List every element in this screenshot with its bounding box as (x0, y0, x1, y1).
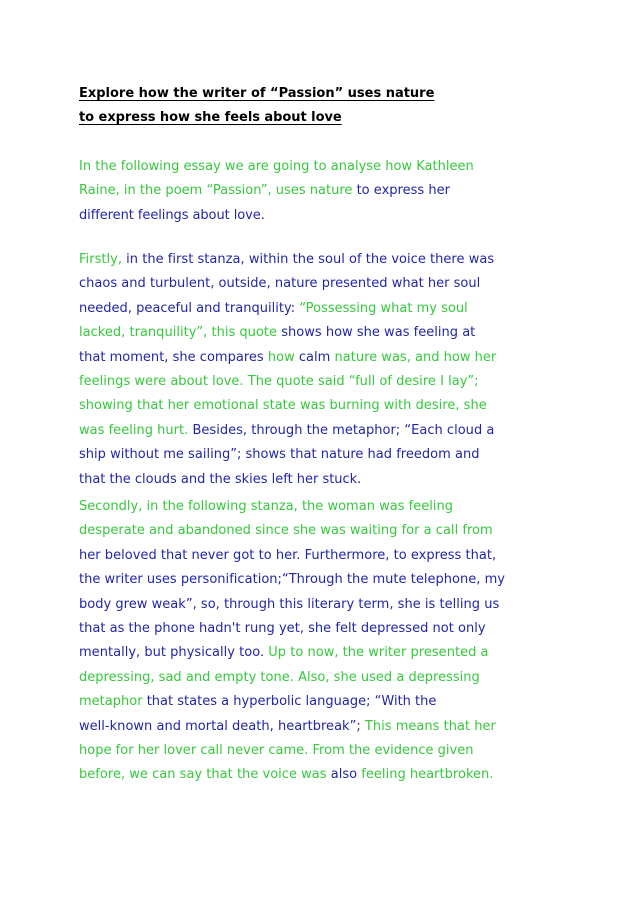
text-line (79, 272, 579, 296)
blue-text-segment: that as the phone hadn't rung yet, she felt depressed not only (79, 621, 486, 637)
text-line (79, 346, 579, 370)
text-line (79, 370, 579, 394)
blue-text-segment: different feelings about love. (79, 207, 265, 223)
blue-text-segment: shows how she was feeling at (281, 325, 476, 341)
blue-text-segment: chaos and turbulent, outside, nature presented what her soul (79, 276, 481, 292)
green-text-segment: feelings were about love. The quote said “full of desire I lay”; (79, 374, 479, 390)
green-text-segment: Up to now, the writer presented a (268, 645, 489, 661)
essay-title (79, 82, 579, 131)
text-line (79, 394, 579, 418)
text-line (79, 690, 579, 714)
green-text-segment: depressing, sad and empty tone. Also, she used a depressing (79, 669, 480, 685)
text-line (79, 443, 579, 467)
blue-text-segment: that the clouds and the skies left her stuck. (79, 471, 362, 487)
blue-text-segment: the writer uses personification;“Through the mute telephone, my (79, 572, 505, 588)
green-text-segment: desperate and abandoned since she was waiting for a call from (79, 523, 493, 539)
text-line (79, 321, 579, 345)
text-line (79, 666, 579, 690)
green-text-segment: This means that her (364, 718, 496, 734)
green-text-segment: hope for her lover call never came. From the evidence given (79, 743, 474, 759)
blue-text-segment: mentally, but physically too. (79, 645, 269, 661)
blue-text-segment: also (330, 767, 362, 783)
paragraph-second-stanza (79, 495, 579, 788)
green-text-segment: showing that her emotional state was burning with desire, she (79, 398, 487, 414)
text-line (79, 297, 579, 321)
text-line (79, 179, 579, 203)
essay-title-line: Explore how the writer of “Passion” uses nature (79, 86, 435, 101)
text-line (79, 715, 579, 739)
blue-text-segment: to express her (356, 183, 450, 199)
green-text-segment: metaphor (79, 694, 147, 710)
green-text-segment: Firstly, (79, 252, 127, 267)
green-text-segment: how (267, 349, 299, 365)
green-text-segment: In the following essay we are going to analyse how Kathleen (79, 159, 474, 174)
green-text-segment: nature was, and how her (334, 349, 497, 365)
text-line (79, 419, 579, 443)
essay-title-line: to express how she feels about love (79, 110, 342, 126)
blue-text-segment: needed, peaceful and tranquility: (79, 300, 300, 316)
paragraph-introduction (79, 155, 579, 228)
blue-text-segment: that moment, she compares (79, 349, 268, 365)
green-text-segment: lacked, tranquility”, this quote (79, 325, 282, 341)
text-line (79, 519, 579, 543)
green-text-segment: Secondly, in the following stanza, the woman was feeling (79, 499, 454, 514)
blue-text-segment: well-known and mortal death, heartbreak”; (79, 718, 365, 734)
text-line (79, 763, 579, 787)
text-line (79, 155, 579, 179)
text-line (79, 544, 579, 568)
blue-text-segment: Besides, through the metaphor; “Each cloud a (192, 422, 495, 438)
green-text-segment: before, we can say that the voice was (79, 767, 331, 783)
green-text-segment: “Possessing what my soul (299, 300, 468, 316)
text-line (79, 739, 579, 763)
text-line (79, 617, 579, 641)
blue-text-segment: her beloved that never got to her. Furthermore, to express that, (79, 547, 497, 563)
text-line (79, 468, 579, 492)
text-line (79, 641, 579, 665)
blue-text-segment: that states a hyperbolic language; “With the (146, 694, 437, 710)
blue-text-segment: ship without me sailing”; shows that nature had freedom and (79, 447, 480, 463)
blue-text-segment: calm (298, 349, 335, 365)
blue-text-segment: in the first stanza, within the soul of the voice there was (126, 252, 495, 267)
text-line (79, 204, 579, 228)
blue-text-segment: body grew weak”, so, through this literary term, she is telling us (79, 596, 500, 612)
text-line (79, 593, 579, 617)
text-line (79, 495, 579, 519)
paragraph-first-stanza (79, 248, 579, 492)
green-text-segment: was feeling hurt. (79, 422, 193, 438)
green-text-segment: Raine, in the poem “Passion”, uses nature (79, 183, 357, 199)
text-line (79, 248, 579, 272)
text-line (79, 568, 579, 592)
green-text-segment: feeling heartbroken. (361, 767, 494, 783)
